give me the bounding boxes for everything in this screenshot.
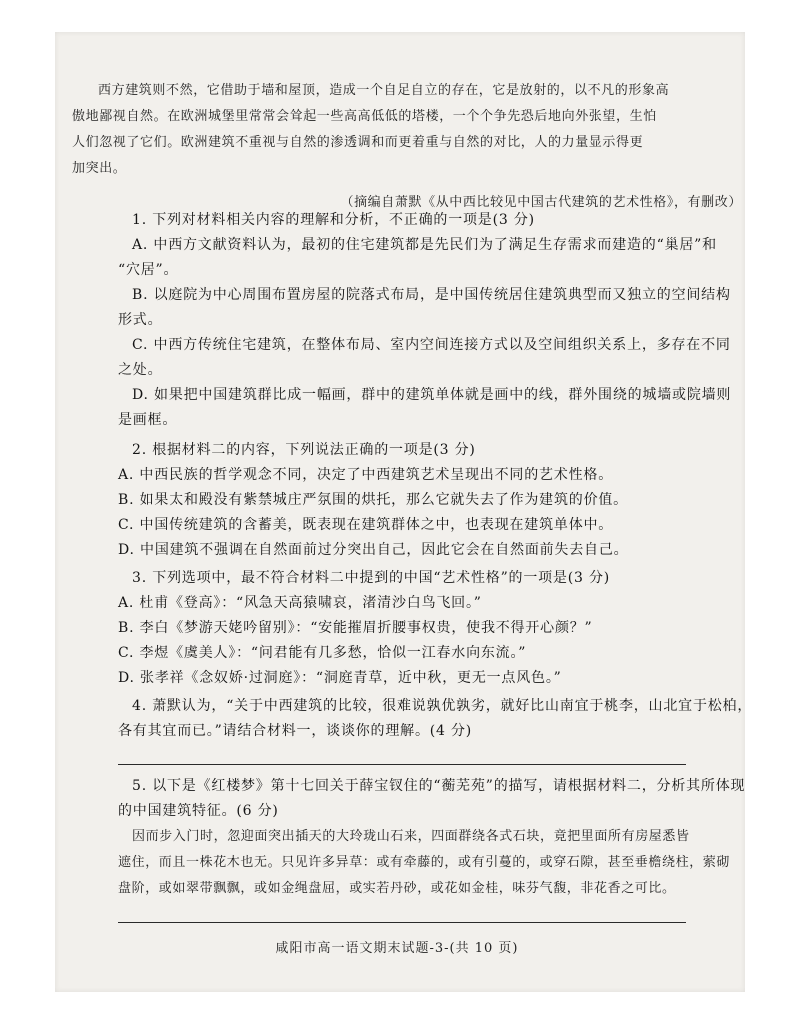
hongloumeng-passage [118, 824, 731, 902]
question-2-stem: 2. 根据材料二的内容，下列说法正确的一项是(3 分) [132, 442, 476, 458]
option-d: D. 中国建筑不强调在自然面前过分突出自己，因此它会在自然面前失去自己。 [118, 542, 629, 558]
option-a: A. 杜甫《登高》：“风急天高猿啸哀，渚清沙白鸟飞回。” [118, 595, 482, 611]
question-4-line: 4. 萧默认为，“关于中西建筑的比较，很难说孰优孰劣，就好比山南宜于桃李，山北宜于松柏， [132, 698, 753, 714]
option-b-cont: 形式。 [118, 312, 163, 328]
excerpt-line: 傲地鄙视自然。在欧洲城堡里常常会耸起一些高高低低的塔楼，一个个争先恐后地向外张望，生怕 [72, 109, 657, 124]
question-4 [118, 694, 753, 744]
question-1-stem: 1. 下列对材料相关内容的理解和分析，不正确的一项是(3 分) [132, 212, 535, 228]
material-excerpt [72, 78, 672, 182]
option-d: D. 如果把中国建筑群比成一幅画，群中的建筑单体就是画中的线，群外围绕的城墙或院墙则 [132, 387, 732, 403]
excerpt-line: 加突出。 [72, 161, 127, 176]
option-a-cont: “穴居”。 [118, 262, 179, 278]
footer-divider [118, 922, 686, 923]
question-3-stem: 3. 下列选项中，最不符合材料二中提到的中国“艺术性格”的一项是(3 分) [132, 570, 611, 586]
option-a: A. 中西民族的哲学观念不同，决定了中西建筑艺术呈现出不同的艺术性格。 [118, 467, 614, 483]
excerpt-line: 人们忽视了它们。欧洲建筑不重视与自然的渗透调和而更着重与自然的对比，人的力量显示得更 [72, 135, 644, 150]
option-b: B. 如果太和殿没有紫禁城庄严氛围的烘托，那么它就失去了作为建筑的价值。 [118, 492, 628, 508]
option-d-cont: 是画框。 [118, 412, 178, 428]
option-d: D. 张孝祥《念奴娇·过洞庭》：“洞庭青草，近中秋，更无一点风色。” [118, 670, 562, 686]
passage-line: 盘阶，或如翠带飘飘，或如金绳盘屈，或实若丹砂，或花如金桂，味芬气馥，非花香之可比。 [118, 881, 676, 896]
option-c-cont: 之处。 [118, 362, 163, 378]
question-3 [118, 566, 688, 691]
page-footer: 咸阳市高一语文期末试题-3-(共 10 页) [275, 941, 519, 956]
passage-line: 遮住，而且一株花木也无。只见许多异草：或有牵藤的，或有引蔓的，或穿石隙，甚至垂檐绕柱，萦砌 [118, 855, 731, 870]
question-1 [118, 208, 732, 433]
question-5-line: 的中国建筑特征。(6 分) [118, 803, 279, 819]
source-citation: （摘编自萧默《从中西比较见中国古代建筑的艺术性格》，有删改） [340, 195, 742, 210]
option-a: A. 中西方文献资料认为，最初的住宅建筑都是先民们为了满足生存需求而建造的“巢居”和 [132, 237, 717, 253]
option-b: B. 李白《梦游天姥吟留别》：“安能摧眉折腰事权贵，使我不得开心颜？” [118, 620, 593, 636]
question-5 [118, 774, 746, 824]
passage-line: 因而步入门时，忽迎面突出插天的大玲珑山石来，四面群绕各式石块，竟把里面所有房屋悉皆 [132, 829, 690, 844]
section-divider [118, 764, 686, 765]
option-b: B. 以庭院为中心周围布置房屋的院落式布局，是中国传统居住建筑典型而又独立的空间结构 [132, 287, 731, 303]
question-4-line: 各有其宜而已。”请结合材料一，谈谈你的理解。(4 分) [118, 723, 473, 739]
question-5-line: 5. 以下是《红楼梦》第十七回关于薛宝钗住的“蘅芜苑”的描写，请根据材料二，分析其所体现 [132, 778, 746, 794]
question-2 [118, 438, 688, 563]
excerpt-line: 西方建筑则不然，它借助于墙和屋顶，造成一个自足自立的存在，它是放射的，以不凡的形象高 [98, 83, 670, 98]
option-c: C. 李煜《虞美人》：“问君能有几多愁，恰似一江春水向东流。” [118, 645, 527, 661]
option-c: C. 中国传统建筑的含蓄美，既表现在建筑群体之中，也表现在建筑单体中。 [118, 517, 614, 533]
option-c: C. 中西方传统住宅建筑，在整体布局、室内空间连接方式以及空间组织关系上，多存在不同 [132, 337, 731, 353]
